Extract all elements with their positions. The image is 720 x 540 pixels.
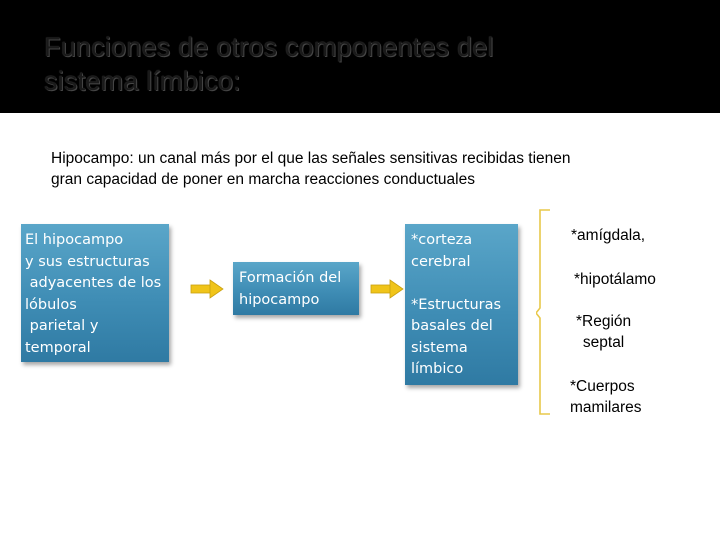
box-line: Formación del: [239, 270, 342, 286]
target-line: *hipotálamo: [574, 271, 656, 288]
right-arrow-icon: [190, 279, 224, 299]
target-line: *Región: [576, 313, 632, 330]
intro-line: gran capacidad de poner en marcha reacciones conductuales: [51, 171, 475, 188]
target-line: *Cuerpos: [570, 378, 635, 395]
box-line: lóbulos: [25, 296, 77, 313]
box-line: límbico: [411, 361, 464, 377]
box-line: parietal y: [25, 318, 99, 334]
slide-title: [44, 30, 684, 98]
target-line: septal: [582, 334, 625, 351]
hippocampal-formation-box: [233, 262, 359, 315]
target-line: mamilares: [570, 399, 642, 416]
box-line: temporal: [25, 339, 91, 356]
box-line: [411, 273, 518, 295]
box-line: y sus estructuras: [25, 253, 150, 270]
slide-title-line: sistema límbico:: [44, 66, 241, 96]
hippocampus-structures-box: [21, 224, 169, 362]
box-line: El hipocampo: [25, 232, 124, 248]
box-line: basales del: [411, 318, 493, 334]
cortex-basal-structures-box: [405, 224, 518, 385]
box-line: sistema: [411, 339, 468, 356]
target-septal-region: [576, 311, 631, 353]
target-amygdala: [571, 225, 645, 246]
intro-text: [51, 148, 691, 190]
intro-line: Hipocampo: un canal más por el que las señales sensitivas recibidas tienen: [51, 150, 571, 167]
target-hypothalamus: [574, 269, 656, 290]
left-brace: [536, 208, 552, 418]
right-arrow-icon: [370, 279, 404, 299]
target-line: *amígdala,: [571, 227, 646, 244]
slide-title-line: Funciones de otros componentes del: [44, 32, 494, 62]
box-line: adyacentes de los: [25, 275, 162, 291]
box-line: *Estructuras: [411, 296, 502, 313]
box-line: cerebral: [411, 253, 471, 270]
box-line: hipocampo: [239, 291, 320, 308]
box-line: *corteza: [411, 232, 473, 248]
target-mammillary-bodies: [570, 376, 641, 418]
